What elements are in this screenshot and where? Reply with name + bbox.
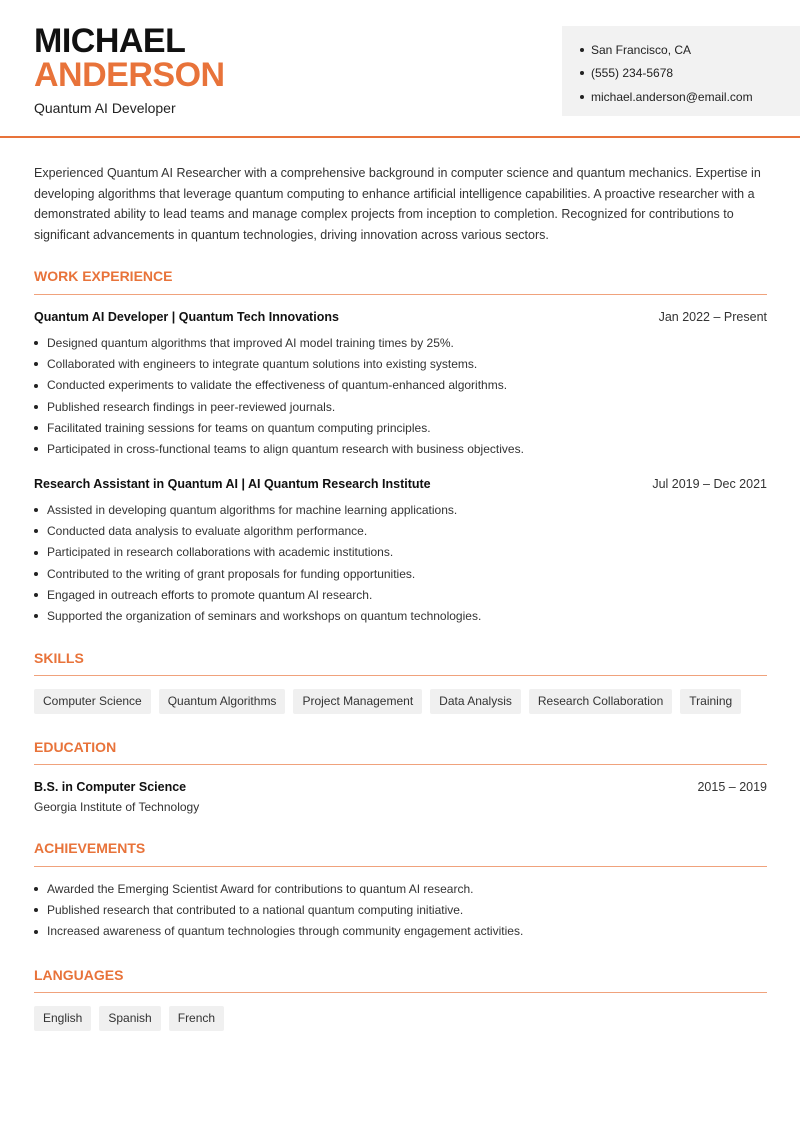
bullet-icon <box>34 508 38 512</box>
skill-chip: Data Analysis <box>430 689 521 714</box>
job-header <box>34 310 767 324</box>
achievements-heading: ACHIEVEMENTS <box>34 840 146 856</box>
bullet-text: Published research that contributed to a national quantum computing initiative. <box>47 902 464 917</box>
bullet-text: Engaged in outreach efforts to promote quantum AI research. <box>47 587 373 602</box>
job-dates: Jan 2022 – Present <box>658 310 767 324</box>
bullet-text: Increased awareness of quantum technologies through community engagement activities. <box>47 924 524 939</box>
job-title: Quantum AI Developer <box>34 100 176 116</box>
section-divider <box>34 992 767 993</box>
language-chip: Spanish <box>99 1006 160 1031</box>
bullet-icon <box>34 614 38 618</box>
list-item <box>34 417 767 438</box>
language-chip: English <box>34 1006 91 1031</box>
list-item <box>34 520 767 541</box>
list-item <box>34 605 767 626</box>
location-text: San Francisco, CA <box>591 42 692 57</box>
summary: Experienced Quantum AI Researcher with a comprehensive background in computer science and quantum mechanics. Expertise in developing algorithms that leverage quantum computing to enhance artificial intelligence capabilities. A proactive researcher with a demonstrated ability to lead teams and manage complex projects from inception to completion. Recognized for contributions to significant advancements in quantum technologies, driving innovation across various sectors. <box>34 166 761 243</box>
skill-chip: Computer Science <box>34 689 151 714</box>
skill-chip: Training <box>680 689 741 714</box>
degree: B.S. in Computer Science <box>34 780 187 794</box>
section-divider <box>34 675 767 676</box>
bullet-icon <box>580 71 584 75</box>
list-item <box>34 584 767 605</box>
skills-list <box>34 689 741 714</box>
school-name: Georgia Institute of Technology <box>34 800 200 814</box>
contact-phone <box>580 62 800 86</box>
bullet-text: Contributed to the writing of grant proposals for funding opportunities. <box>47 566 416 581</box>
resume-header <box>0 0 800 138</box>
list-item <box>34 396 767 417</box>
list-item <box>34 353 767 374</box>
email-text: michael.anderson@email.com <box>591 89 753 104</box>
bullet-icon <box>34 593 38 597</box>
section-divider <box>34 764 767 765</box>
skills-heading: SKILLS <box>34 650 84 666</box>
list-item <box>34 499 767 520</box>
list-item <box>34 899 767 920</box>
languages-heading: LANGUAGES <box>34 967 124 983</box>
skill-chip: Research Collaboration <box>529 689 672 714</box>
bullet-icon <box>34 362 38 366</box>
bullet-icon <box>34 930 38 934</box>
bullet-text: Designed quantum algorithms that improved AI model training times by 25%. <box>47 335 454 350</box>
list-item <box>34 878 767 899</box>
bullet-text: Supported the organization of seminars and workshops on quantum technologies. <box>47 609 482 624</box>
list-item <box>34 332 767 353</box>
list-item <box>34 438 767 459</box>
list-item <box>34 921 767 942</box>
skill-chip: Quantum Algorithms <box>159 689 286 714</box>
bullet-icon <box>34 572 38 576</box>
bullet-text: Assisted in developing quantum algorithms for machine learning applications. <box>47 502 458 517</box>
bullet-text: Conducted experiments to validate the effectiveness of quantum-enhanced algorithms. <box>47 378 508 393</box>
list-item <box>34 542 767 563</box>
languages-list <box>34 1006 224 1031</box>
bullet-text: Participated in research collaborations with academic institutions. <box>47 545 394 560</box>
contact-box <box>562 26 800 116</box>
bullet-icon <box>580 48 584 52</box>
bullet-text: Facilitated training sessions for teams on quantum computing principles. <box>47 420 431 435</box>
phone-text: (555) 234-5678 <box>591 66 674 81</box>
bullet-text: Awarded the Emerging Scientist Award for contributions to quantum AI research. <box>47 881 474 896</box>
list-item <box>34 375 767 396</box>
job-dates: Jul 2019 – Dec 2021 <box>652 477 767 491</box>
achievements-list <box>34 878 767 942</box>
bullet-icon <box>34 908 38 912</box>
language-chip: French <box>169 1006 224 1031</box>
skill-chip: Project Management <box>293 689 422 714</box>
job-role: Quantum AI Developer | Quantum Tech Innovations <box>34 310 339 324</box>
bullet-icon <box>34 887 38 891</box>
bullet-icon <box>34 529 38 533</box>
section-divider <box>34 866 767 867</box>
job-bullets <box>34 332 767 460</box>
list-item <box>34 563 767 584</box>
bullet-text: Published research findings in peer-reviewed journals. <box>47 399 336 414</box>
job-header <box>34 477 767 491</box>
job-role: Research Assistant in Quantum AI | AI Quantum Research Institute <box>34 477 431 491</box>
bullet-text: Collaborated with engineers to integrate quantum solutions into existing systems. <box>47 356 478 371</box>
bullet-icon <box>34 341 38 345</box>
education-heading: EDUCATION <box>34 739 117 755</box>
bullet-icon <box>34 405 38 409</box>
bullet-icon <box>34 551 38 555</box>
job-bullets <box>34 499 767 627</box>
bullet-icon <box>34 384 38 388</box>
contact-email <box>580 85 800 109</box>
section-divider <box>34 294 767 295</box>
contact-location <box>580 38 800 62</box>
education-header <box>34 780 767 794</box>
last-name: ANDERSON <box>34 56 225 94</box>
bullet-icon <box>34 426 38 430</box>
bullet-icon <box>34 447 38 451</box>
first-name: MICHAEL <box>34 22 186 60</box>
bullet-text: Participated in cross-functional teams to align quantum research with business objectives. <box>47 442 524 457</box>
education-dates: 2015 – 2019 <box>697 780 767 794</box>
bullet-text: Conducted data analysis to evaluate algorithm performance. <box>47 523 368 538</box>
bullet-icon <box>580 95 584 99</box>
work-experience-heading: WORK EXPERIENCE <box>34 268 173 284</box>
